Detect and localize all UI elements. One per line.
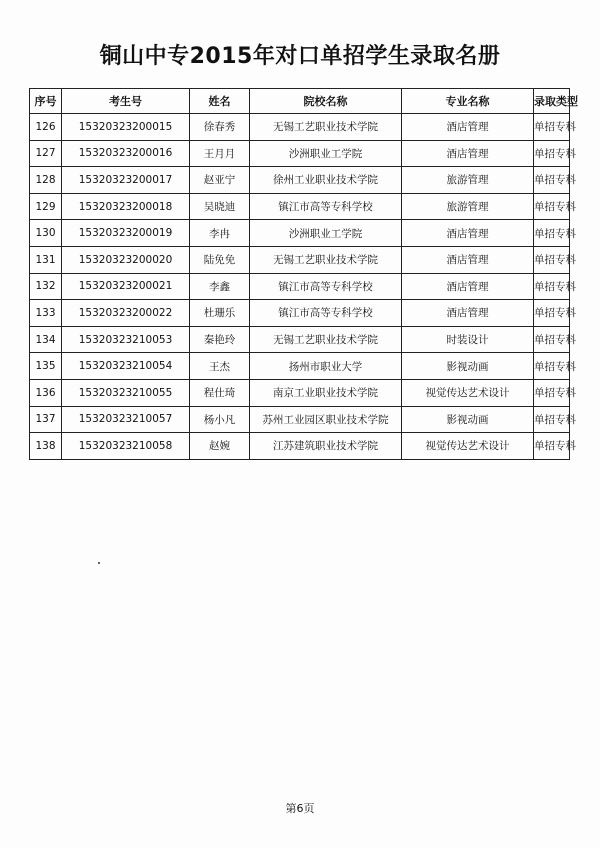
cell-major: 酒店管理 [402,140,534,167]
cell-exam-id: 15320323200022 [62,300,190,327]
cell-index: 130 [30,220,62,247]
cell-index: 128 [30,167,62,194]
cell-school: 沙洲职业工学院 [250,140,402,167]
cell-major: 视觉传达艺术设计 [402,379,534,406]
cell-exam-id: 15320323200015 [62,114,190,141]
cell-school: 徐州工业职业技术学院 [250,167,402,194]
table-row [30,114,570,141]
column-header-admission-type: 录取类型 [534,89,570,114]
cell-major: 影视动画 [402,406,534,433]
cell-name: 徐春秀 [190,114,250,141]
cell-exam-id: 15320323200020 [62,246,190,273]
cell-name: 李鑫 [190,273,250,300]
cell-school: 江苏建筑职业技术学院 [250,433,402,460]
cell-index: 129 [30,193,62,220]
cell-exam-id: 15320323210055 [62,379,190,406]
cell-school: 苏州工业园区职业技术学院 [250,406,402,433]
cell-name: 秦艳玲 [190,326,250,353]
cell-name: 李冉 [190,220,250,247]
scan-speck [98,562,100,564]
cell-admission-type: 单招专科 [534,246,570,273]
column-header-index: 序号 [30,89,62,114]
cell-major: 酒店管理 [402,246,534,273]
cell-index: 132 [30,273,62,300]
cell-index: 137 [30,406,62,433]
cell-index: 126 [30,114,62,141]
admission-table [29,88,578,460]
column-header-major: 专业名称 [402,89,534,114]
cell-admission-type: 单招专科 [534,193,570,220]
table-header-row [30,89,570,114]
table-row [30,220,570,247]
cell-admission-type: 单招专科 [534,326,570,353]
cell-school: 镇江市高等专科学校 [250,300,402,327]
cell-exam-id: 15320323210053 [62,326,190,353]
cell-index: 131 [30,246,62,273]
cell-exam-id: 15320323210058 [62,433,190,460]
cell-admission-type: 单招专科 [534,220,570,247]
cell-index: 135 [30,353,62,380]
cell-school: 南京工业职业技术学院 [250,379,402,406]
table-row [30,193,570,220]
cell-exam-id: 15320323200021 [62,273,190,300]
column-header-name: 姓名 [190,89,250,114]
column-header-school: 院校名称 [250,89,402,114]
table-row [30,326,570,353]
cell-school: 无锡工艺职业技术学院 [250,246,402,273]
table-row [30,300,570,327]
cell-admission-type: 单招专科 [534,300,570,327]
cell-admission-type: 单招专科 [534,406,570,433]
table-row [30,406,570,433]
page-number: 第6页 [285,802,315,815]
cell-name: 王月月 [190,140,250,167]
cell-index: 127 [30,140,62,167]
cell-admission-type: 单招专科 [534,114,570,141]
cell-name: 程仕琦 [190,379,250,406]
cell-exam-id: 15320323210054 [62,353,190,380]
cell-major: 酒店管理 [402,273,534,300]
table-row [30,433,570,460]
cell-major: 旅游管理 [402,193,534,220]
table-body [30,114,576,460]
cell-admission-type: 单招专科 [534,433,570,460]
cell-index: 136 [30,379,62,406]
cell-name: 王杰 [190,353,250,380]
cell-index: 138 [30,433,62,460]
cell-exam-id: 15320323200016 [62,140,190,167]
table-row [30,140,570,167]
cell-major: 时装设计 [402,326,534,353]
table-row [30,273,570,300]
cell-major: 旅游管理 [402,167,534,194]
cell-name: 吴晓迪 [190,193,250,220]
cell-exam-id: 15320323200019 [62,220,190,247]
cell-major: 酒店管理 [402,300,534,327]
cell-major: 酒店管理 [402,114,534,141]
cell-school: 扬州市职业大学 [250,353,402,380]
column-header-exam-id: 考生号 [62,89,190,114]
document-title: 铜山中专2015年对口单招学生录取名册 [99,44,501,69]
cell-name: 赵亚宁 [190,167,250,194]
cell-name: 杜珊乐 [190,300,250,327]
cell-admission-type: 单招专科 [534,353,570,380]
cell-school: 无锡工艺职业技术学院 [250,326,402,353]
cell-school: 镇江市高等专科学校 [250,193,402,220]
cell-major: 酒店管理 [402,220,534,247]
cell-name: 赵婉 [190,433,250,460]
cell-exam-id: 15320323210057 [62,406,190,433]
table-row [30,167,570,194]
cell-admission-type: 单招专科 [534,379,570,406]
cell-school: 沙洲职业工学院 [250,220,402,247]
cell-school: 镇江市高等专科学校 [250,273,402,300]
cell-admission-type: 单招专科 [534,140,570,167]
table-row [30,246,570,273]
cell-index: 134 [30,326,62,353]
cell-name: 陆免免 [190,246,250,273]
table-row [30,379,570,406]
cell-exam-id: 15320323200018 [62,193,190,220]
cell-school: 无锡工艺职业技术学院 [250,114,402,141]
table-row [30,353,570,380]
cell-index: 133 [30,300,62,327]
cell-exam-id: 15320323200017 [62,167,190,194]
cell-major: 影视动画 [402,353,534,380]
cell-major: 视觉传达艺术设计 [402,433,534,460]
cell-admission-type: 单招专科 [534,273,570,300]
cell-name: 杨小凡 [190,406,250,433]
cell-admission-type: 单招专科 [534,167,570,194]
